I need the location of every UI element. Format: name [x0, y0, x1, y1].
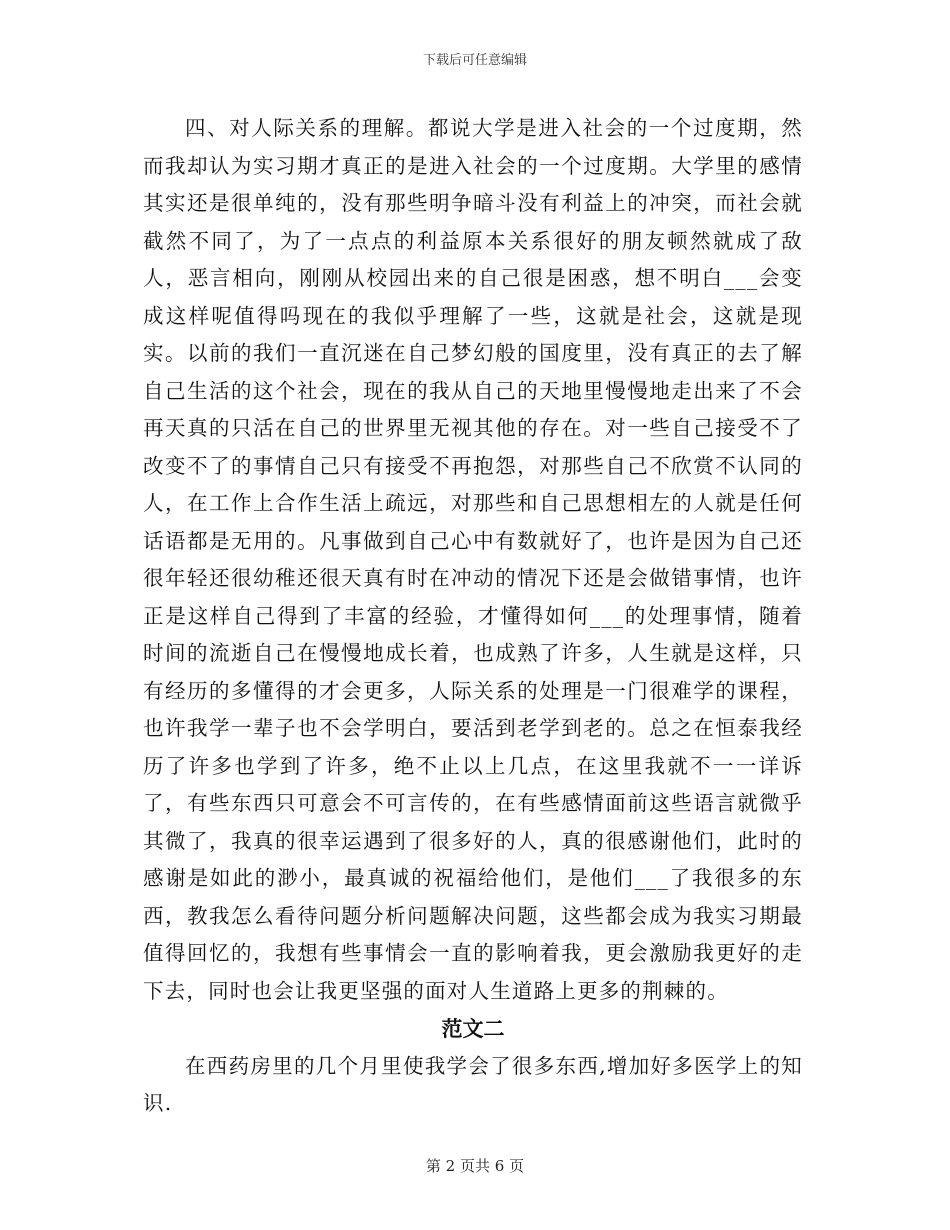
page-number: 第 2 页共 6 页 — [425, 1157, 525, 1175]
paragraph-interpersonal-relations: 四、对人际关系的理解。都说大学是进入社会的一个过度期，然而我却认为实习期才真正的是进入社会的一个过度期。大学里的感情其实还是很单纯的，没有那些明争暗斗没有利益上的冲突，而社会就截然不同了，为了一点点的利益原本关系很好的朋友顿然就成了敌人，恶言相向，刚刚从校园出来的自己很是困惑，想不明白___会变成这样呢值得吗现在的我似乎理解了一些，这就是社会，这就是现实。以前的我们一直沉迷在自己梦幻般的国度里，没有真正的去了解自己生活的这个社会，现在的我从自己的天地里慢慢地走出来了不会再天真的只活在自己的世界里无视其他的存在。对一些自己接受不了改变不了的事情自己只有接受不再抱怨，对那些自己不欣赏不认同的人，在工作上合作生活上疏远，对那些和自己思想相左的人就是任何话语都是无用的。凡事做到自己心中有数就好了，也许是因为自己还很年轻还很幼稚还很天真有时在冲动的情况下还是会做错事情，也许正是这样自己得到了丰富的经验，才懂得如何___的处理事情，随着时间的流逝自己在慢慢地成长着，也成熟了许多，人生就是这样，只有经历的多懂得的才会更多，人际关系的处理是一门很难学的课程，也许我学一辈子也不会学明白，要活到老学到老的。总之在恒泰我经历了许多也学到了许多，绝不止以上几点，在这里我就不一一详诉了，有些东西只可意会不可言传的，在有些感情面前这些语言就微乎其微了，我真的很幸运遇到了很多好的人，真的很感谢他们，此时的感谢是如此的渺小，最真诚的祝福给他们，是他们___了我很多的东西，教我怎么看待问题分析问题解决问题，这些都会成为我实习期最值得回忆的，我想有些事情会一直的影响着我，更会激励我更好的走下去，同时也会让我更坚强的面对人生道路上更多的荆棘的。 — [143, 116, 803, 1003]
paragraph-pharmacy: 在西药房里的几个月里使我学会了很多东西,增加好多医学上的知识. — [143, 1053, 803, 1115]
page-header: 下载后可任意编辑 — [422, 53, 527, 68]
document-body — [143, 110, 803, 1123]
section-title: 范文二 — [441, 1016, 505, 1041]
